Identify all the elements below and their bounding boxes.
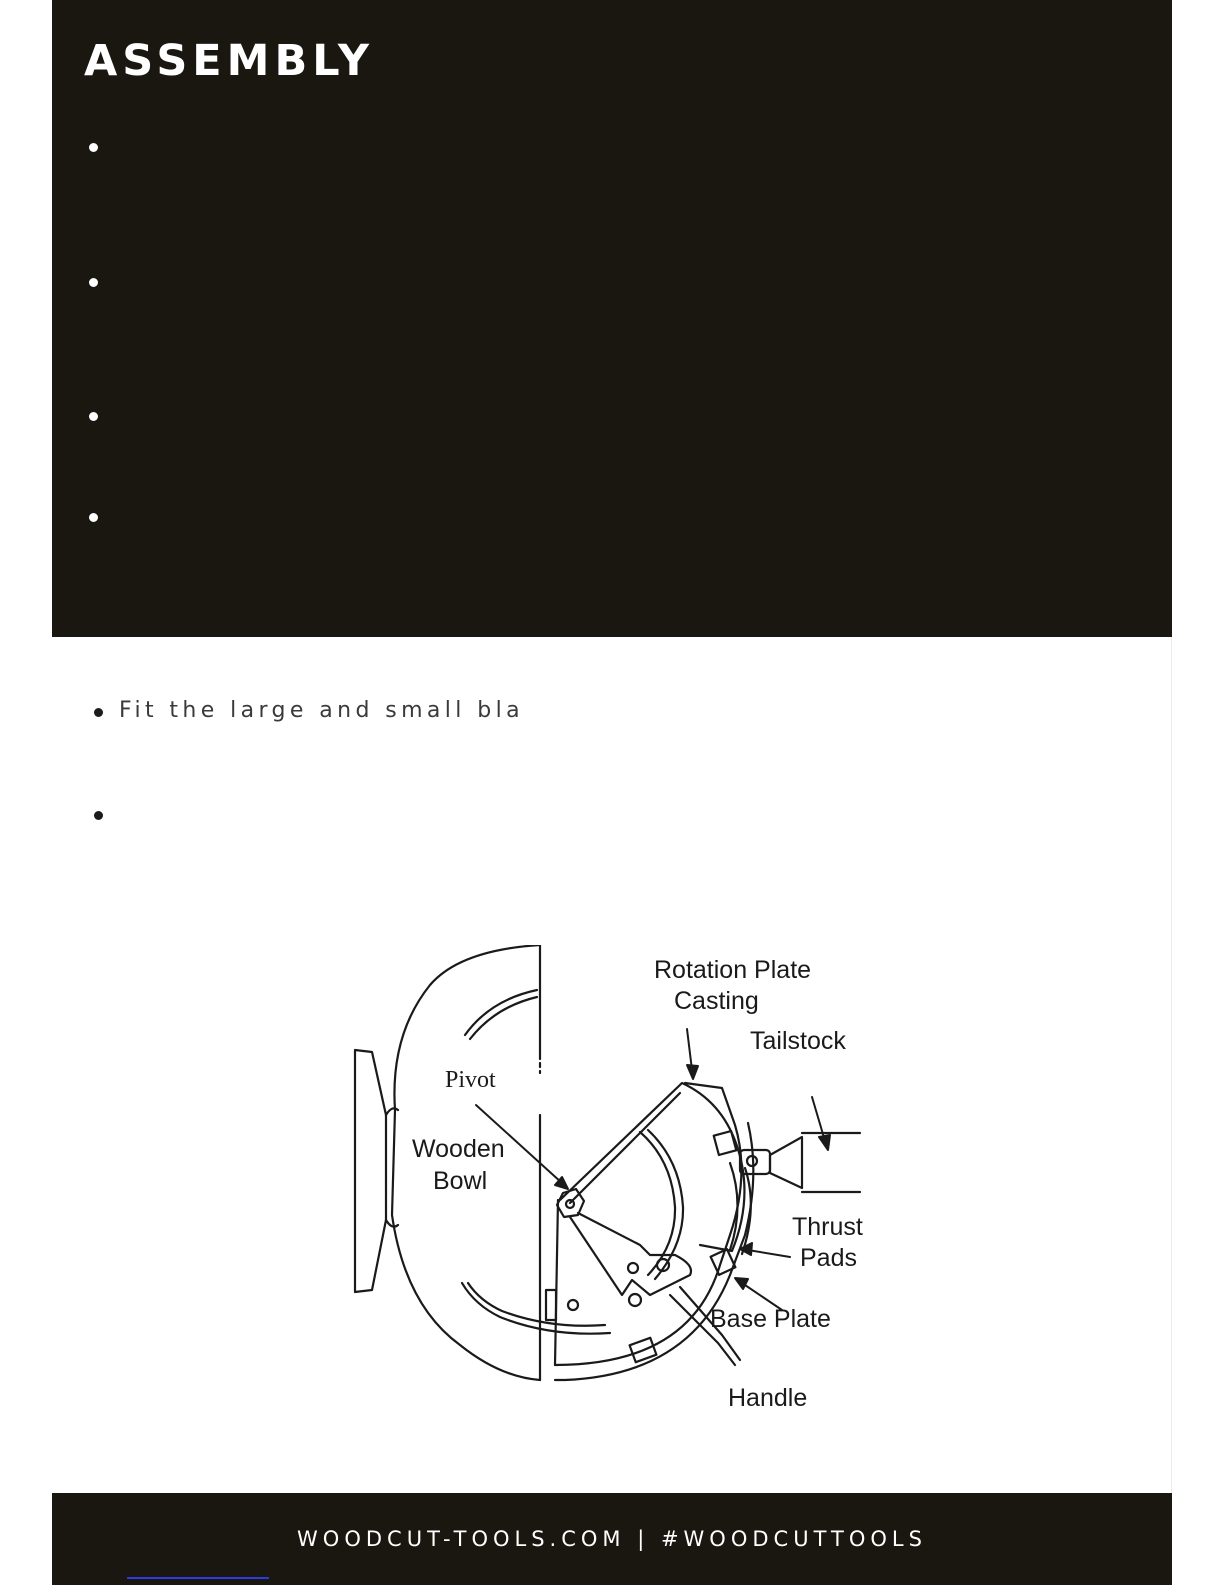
- bullet-dot: [89, 278, 98, 287]
- label-pivot: Pivot: [445, 1067, 496, 1093]
- label-tailstock: Tailstock: [750, 1027, 846, 1055]
- bullet-dot: [89, 513, 98, 522]
- rotation-plate-shape: [560, 1083, 744, 1251]
- footer-text[interactable]: WOODCUT-TOOLS.COM | #WOODCUTTOOLS: [297, 1527, 927, 1551]
- bullet-dot: [89, 412, 98, 421]
- list-item: Fit the large and small bla: [119, 698, 524, 723]
- bullet-dot: [94, 811, 103, 820]
- footer-bar: [52, 1493, 1172, 1585]
- assembly-header-panel: [52, 0, 1172, 637]
- label-rotation-plate: Rotation Plate: [654, 956, 812, 984]
- tailstock-shape: [770, 1137, 802, 1188]
- label-wooden: Wooden: [412, 1135, 505, 1163]
- page-title: ASSEMBLY: [84, 36, 375, 86]
- faceplate-shape: [355, 1050, 386, 1292]
- bowl-turning-diagram: [350, 945, 890, 1435]
- footer-link-underline[interactable]: [127, 1577, 269, 1579]
- label-pads: Pads: [800, 1244, 857, 1272]
- label-base-plate: Base Plate: [710, 1305, 831, 1333]
- label-thrust: Thrust: [792, 1213, 863, 1241]
- label-bowl: Bowl: [433, 1167, 488, 1195]
- label-casting: Casting: [674, 987, 759, 1015]
- bullet-dot: [89, 143, 98, 152]
- label-handle: Handle: [728, 1384, 808, 1412]
- thrust-pad-top: [714, 1131, 737, 1155]
- bullet-dot: [94, 708, 103, 717]
